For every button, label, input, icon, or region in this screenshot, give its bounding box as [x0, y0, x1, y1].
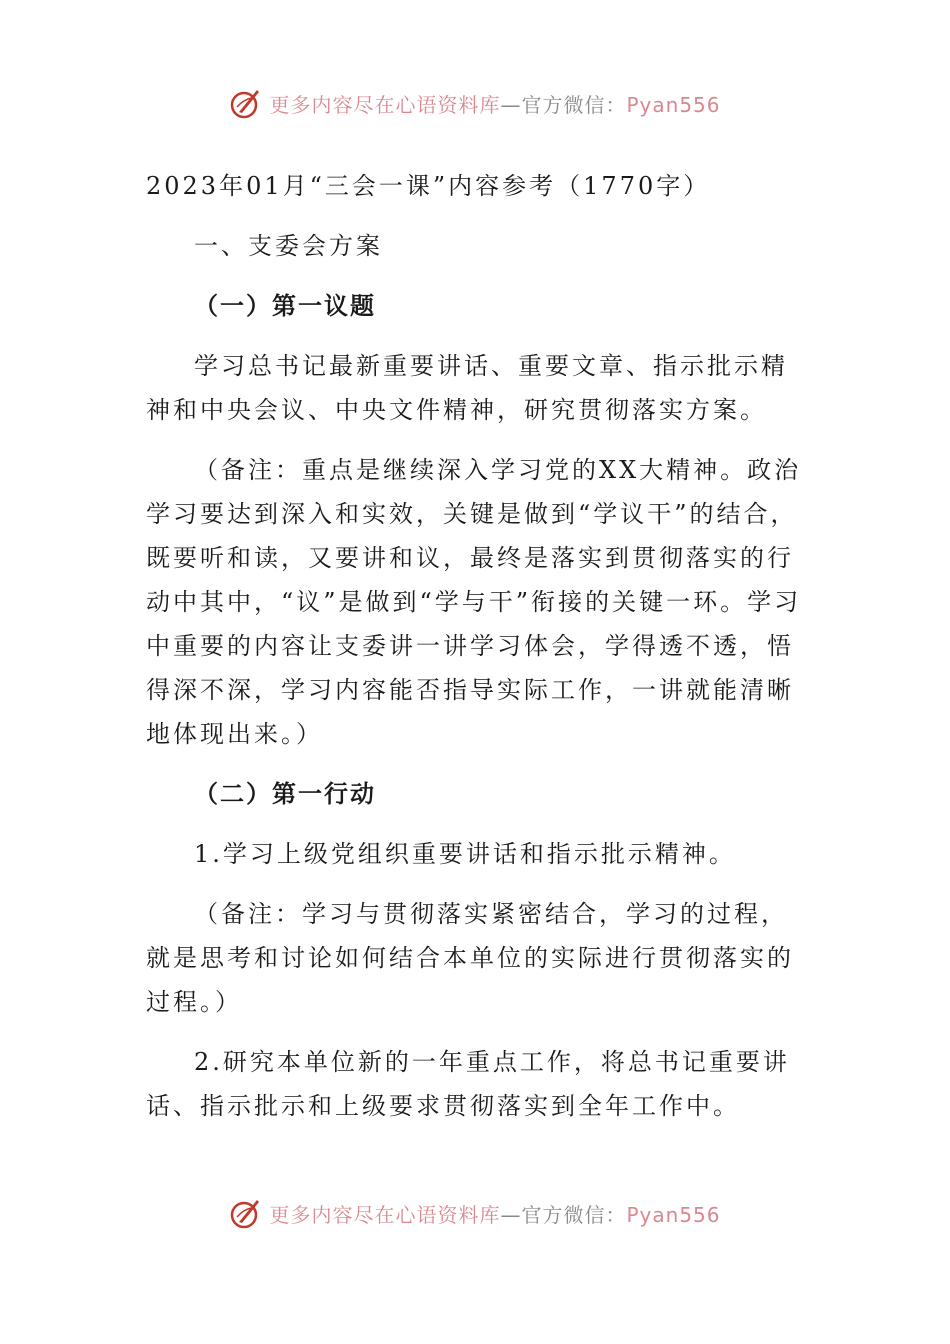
paragraph-1: 学习总书记最新重要讲话、重要文章、指示批示精神和中央会议、中央文件精神，研究贯彻落实方案。	[146, 352, 788, 424]
watermark-wechat-id: Pyan556	[626, 92, 721, 117]
watermark-wechat-label: 官方微信：	[521, 1202, 627, 1227]
document-body	[146, 160, 811, 1128]
header-watermark	[0, 86, 950, 120]
footer-watermark	[0, 1196, 950, 1230]
subsection-heading-2: （二）第一行动	[194, 780, 376, 808]
quill-logo-icon	[229, 1196, 263, 1230]
list-item-2: 2.研究本单位新的一年重点工作，将总书记重要讲话、指示批示和上级要求贯彻落实到全年工作中。	[146, 1048, 790, 1120]
quill-logo-icon	[229, 86, 263, 120]
section-heading: 一、支委会方案	[194, 232, 383, 260]
note-2: （备注：学习与贯彻落实紧密结合，学习的过程，就是思考和讨论如何结合本单位的实际进行贯彻落实的过程。）	[146, 900, 794, 1016]
document-title: 2023年01月“三会一课”内容参考（1770字）	[146, 172, 711, 200]
watermark-text: 更多内容尽在心语资料库	[269, 92, 501, 117]
list-item-1: 1.学习上级党组织重要讲话和指示批示精神。	[194, 840, 736, 868]
watermark-wechat-label: 官方微信：	[521, 92, 627, 117]
watermark-wechat-id: Pyan556	[626, 1202, 721, 1227]
watermark-text: 更多内容尽在心语资料库	[269, 1202, 501, 1227]
watermark-separator: —	[500, 1202, 522, 1227]
note-1: （备注：重点是继续深入学习党的XX大精神。政治学习要达到深入和实效，关键是做到“学议干”的结合，既要听和读，又要讲和议，最终是落实到贯彻落实的行动中其中，“议”是做到“学与干”衔接的关键一环。学习中重要的内容让支委讲一讲学习体会，学得透不透，悟得深不深，学习内容能否指导实际工作，一讲就能清晰地体现出来。）	[146, 456, 802, 748]
watermark-separator: —	[500, 92, 522, 117]
subsection-heading-1: （一）第一议题	[194, 292, 376, 320]
